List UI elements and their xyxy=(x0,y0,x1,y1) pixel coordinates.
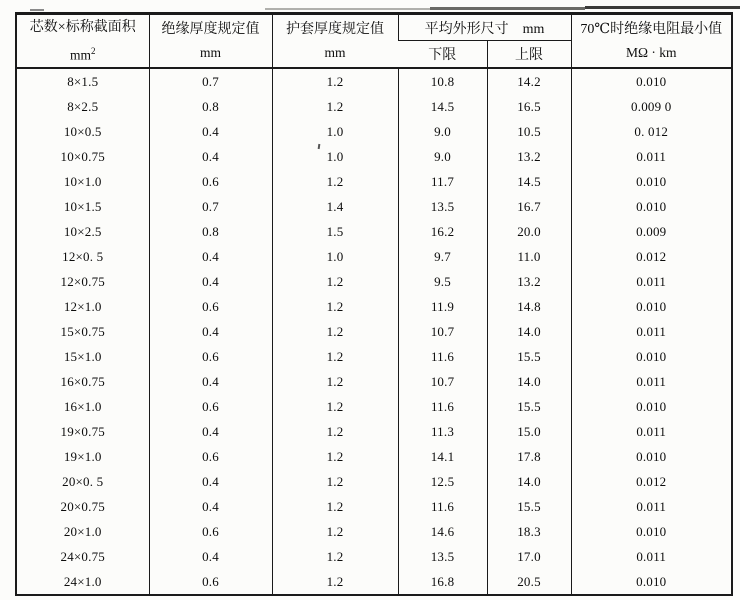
table-cell: 20×1.0 xyxy=(63,523,102,539)
table-cell: 10×0.75 xyxy=(60,148,105,164)
table-cell: 9.5 xyxy=(398,269,487,294)
table-cell: 0.011 xyxy=(571,269,732,294)
table-cell: 1.2 xyxy=(272,444,398,469)
table-cell: 0.4 xyxy=(149,144,272,169)
table-cell: 1.2 xyxy=(272,344,398,369)
table-row xyxy=(16,144,732,169)
table-cell: 0.012 xyxy=(571,469,732,494)
table-cell: 11.9 xyxy=(398,294,487,319)
table-cell: 0.4 xyxy=(149,319,272,344)
table-cell: 16.2 xyxy=(398,219,487,244)
table-body xyxy=(16,68,732,595)
table-cell: 1.0 xyxy=(272,244,398,269)
table-cell: 13.5 xyxy=(398,544,487,569)
scan-artifact-line xyxy=(265,8,430,10)
table-cell: 0.012 xyxy=(571,244,732,269)
table-row xyxy=(16,344,732,369)
table-cell: 0.011 xyxy=(571,319,732,344)
table-row xyxy=(16,269,732,294)
table-cell: 1.2 xyxy=(272,469,398,494)
table-cell: 12×0. 5 xyxy=(62,248,104,264)
header-cell-core-area xyxy=(16,14,149,69)
table-cell: 17.0 xyxy=(487,544,571,569)
table-cell: 11.6 xyxy=(398,394,487,419)
table-row xyxy=(16,394,732,419)
table-cell: 14.1 xyxy=(398,444,487,469)
table-cell: 19×1.0 xyxy=(63,448,102,464)
cable-spec-table xyxy=(15,12,733,596)
table-cell: 10×2.5 xyxy=(63,223,102,239)
table-cell: 0.010 xyxy=(571,394,732,419)
table-cell: 24×0.75 xyxy=(60,548,105,564)
table-row xyxy=(16,319,732,344)
table-cell: 0.7 xyxy=(149,68,272,94)
table-cell: 12×0.75 xyxy=(60,273,105,289)
table-cell: 0.011 xyxy=(571,144,732,169)
table-cell: 0.6 xyxy=(149,569,272,595)
table-cell: 0.009 0 xyxy=(571,94,732,119)
table-cell: 11.6 xyxy=(398,494,487,519)
table-cell: 20×0. 5 xyxy=(62,473,104,489)
table-cell: 10×1.5 xyxy=(63,198,102,214)
table-cell: 0.010 xyxy=(571,344,732,369)
table-cell: 1.2 xyxy=(272,494,398,519)
table-cell: 0.4 xyxy=(149,269,272,294)
table-cell: 0.4 xyxy=(149,244,272,269)
scan-artifact-line xyxy=(430,7,585,10)
table-cell: 8×1.5 xyxy=(67,73,99,89)
table-cell: 15.0 xyxy=(487,419,571,444)
table-cell: 11.0 xyxy=(487,244,571,269)
table-cell: 13.2 xyxy=(487,144,571,169)
table-cell: 1.2 xyxy=(272,394,398,419)
table-cell: 14.2 xyxy=(487,68,571,94)
table-cell: 20×0.75 xyxy=(60,498,105,514)
table-cell: 0.6 xyxy=(149,394,272,419)
table-row xyxy=(16,469,732,494)
table-cell: 0.4 xyxy=(149,544,272,569)
table-cell: 0.010 xyxy=(571,444,732,469)
table-cell: 15.5 xyxy=(487,344,571,369)
table-cell: 8×2.5 xyxy=(67,98,99,114)
table-cell: 14.6 xyxy=(398,519,487,544)
table-cell: 16.5 xyxy=(487,94,571,119)
table-cell: 10×1.0 xyxy=(63,173,102,189)
header-cell-upper-limit: 上限 xyxy=(487,41,571,69)
table-row xyxy=(16,519,732,544)
header-unit: mm xyxy=(324,45,346,60)
table-cell: 0.7 xyxy=(149,194,272,219)
table-cell: 11.7 xyxy=(398,169,487,194)
table-cell: 14.0 xyxy=(487,469,571,494)
table-cell: 0.4 xyxy=(149,419,272,444)
table-cell: 11.6 xyxy=(398,344,487,369)
table-cell: 9.0 xyxy=(398,144,487,169)
header-unit: mm xyxy=(522,21,545,37)
table-cell: 14.5 xyxy=(398,94,487,119)
table-cell: 9.0 xyxy=(398,119,487,144)
table-cell: 15.5 xyxy=(487,394,571,419)
table-cell: 1.2 xyxy=(272,569,398,595)
header-label: 芯数×标称截面积 xyxy=(29,19,136,35)
header-cell-insulation-thickness xyxy=(149,14,272,69)
header-label: 70℃时绝缘电阻最小值 xyxy=(580,22,723,37)
table-cell: 16×0.75 xyxy=(60,373,105,389)
table-cell: 15.5 xyxy=(487,494,571,519)
table-cell: 9.7 xyxy=(398,244,487,269)
table-cell: 1.2 xyxy=(272,294,398,319)
header-label: 平均外形尺寸 xyxy=(424,21,509,37)
table-cell: 10.7 xyxy=(398,319,487,344)
table-row xyxy=(16,569,732,595)
header-unit: MΩ · km xyxy=(625,45,677,60)
table-cell: 16.7 xyxy=(487,194,571,219)
table-row xyxy=(16,194,732,219)
header-unit: $mm^2$ xyxy=(69,45,96,63)
table-cell: 20.0 xyxy=(487,219,571,244)
table-cell: 16.8 xyxy=(398,569,487,595)
table-cell: 0.4 xyxy=(149,469,272,494)
table-cell: 13.5 xyxy=(398,194,487,219)
header-unit: mm xyxy=(199,45,221,60)
table-cell: 0.4 xyxy=(149,119,272,144)
table-cell: 1.2 xyxy=(272,369,398,394)
table-cell: 1.2 xyxy=(272,269,398,294)
table-cell: 17.8 xyxy=(487,444,571,469)
table-cell: 10.8 xyxy=(398,68,487,94)
table-cell: 13.2 xyxy=(487,269,571,294)
table-row xyxy=(16,169,732,194)
table-cell: 0. 012 xyxy=(571,119,732,144)
table-cell: 0.6 xyxy=(149,294,272,319)
header-label: 绝缘厚度规定值 xyxy=(161,22,260,37)
table-cell: 1.2 xyxy=(272,519,398,544)
scan-artifact-line xyxy=(30,9,44,11)
table-row xyxy=(16,94,732,119)
table-row xyxy=(16,68,732,94)
table-cell: 24×1.0 xyxy=(63,573,102,589)
table-cell: 0.6 xyxy=(149,444,272,469)
table-row xyxy=(16,294,732,319)
scan-artifact-line xyxy=(585,6,740,9)
table-cell: 1.2 xyxy=(272,169,398,194)
table-cell: 14.5 xyxy=(487,169,571,194)
table-cell: 19×0.75 xyxy=(60,423,105,439)
table-cell: 0.010 xyxy=(571,569,732,595)
table-cell: 0.010 xyxy=(571,68,732,94)
table-cell: 1.0 xyxy=(272,119,398,144)
table-cell: 0.6 xyxy=(149,519,272,544)
header-cell-lower-limit: 下限 xyxy=(398,41,487,69)
table-cell: 1.2 xyxy=(272,419,398,444)
table-cell: 0.010 xyxy=(571,294,732,319)
table-cell: 0.011 xyxy=(571,544,732,569)
table-row xyxy=(16,544,732,569)
table-cell: 1.2 xyxy=(272,94,398,119)
table-cell: 1.2 xyxy=(272,68,398,94)
table-cell: 0.011 xyxy=(571,419,732,444)
header-cell-insulation-resistance xyxy=(571,14,732,69)
header-label: 护套厚度规定值 xyxy=(286,22,384,37)
table-cell: 0.4 xyxy=(149,369,272,394)
table-cell: 1.2 xyxy=(272,319,398,344)
table-cell: 0.6 xyxy=(149,344,272,369)
table-cell: 15×0.75 xyxy=(60,323,105,339)
table-cell: 1.5 xyxy=(272,219,398,244)
table-cell: 20.5 xyxy=(487,569,571,595)
table-cell: 0.011 xyxy=(571,494,732,519)
table-header xyxy=(16,14,732,69)
table-cell: 0.8 xyxy=(149,219,272,244)
table-cell: 0.6 xyxy=(149,169,272,194)
table-cell: 1.0 xyxy=(272,144,398,169)
table-cell: 18.3 xyxy=(487,519,571,544)
table-cell: 1.4 xyxy=(272,194,398,219)
table-cell: 14.0 xyxy=(487,319,571,344)
table-cell: 0.011 xyxy=(571,369,732,394)
table-cell: 10.7 xyxy=(398,369,487,394)
table-cell: 0.8 xyxy=(149,94,272,119)
table-row xyxy=(16,494,732,519)
table-cell: 10×0.5 xyxy=(63,123,102,139)
table-cell: 12.5 xyxy=(398,469,487,494)
table-row xyxy=(16,419,732,444)
table-cell: 0.009 xyxy=(571,219,732,244)
table-row xyxy=(16,219,732,244)
table-cell: 16×1.0 xyxy=(63,398,102,414)
header-cell-avg-dimensions xyxy=(398,14,571,41)
table-row xyxy=(16,119,732,144)
table-cell: 10.5 xyxy=(487,119,571,144)
table-cell: 0.010 xyxy=(571,194,732,219)
table-cell: 14.8 xyxy=(487,294,571,319)
table-cell: 12×1.0 xyxy=(63,298,102,314)
header-cell-sheath-thickness xyxy=(272,14,398,69)
table-cell: 11.3 xyxy=(398,419,487,444)
table-cell: 15×1.0 xyxy=(63,348,102,364)
table-row xyxy=(16,244,732,269)
table-cell: 0.010 xyxy=(571,519,732,544)
table-cell: 1.2 xyxy=(272,544,398,569)
table-cell: 14.0 xyxy=(487,369,571,394)
table-row xyxy=(16,444,732,469)
table-row xyxy=(16,369,732,394)
table-cell: 0.010 xyxy=(571,169,732,194)
table-cell: 0.4 xyxy=(149,494,272,519)
